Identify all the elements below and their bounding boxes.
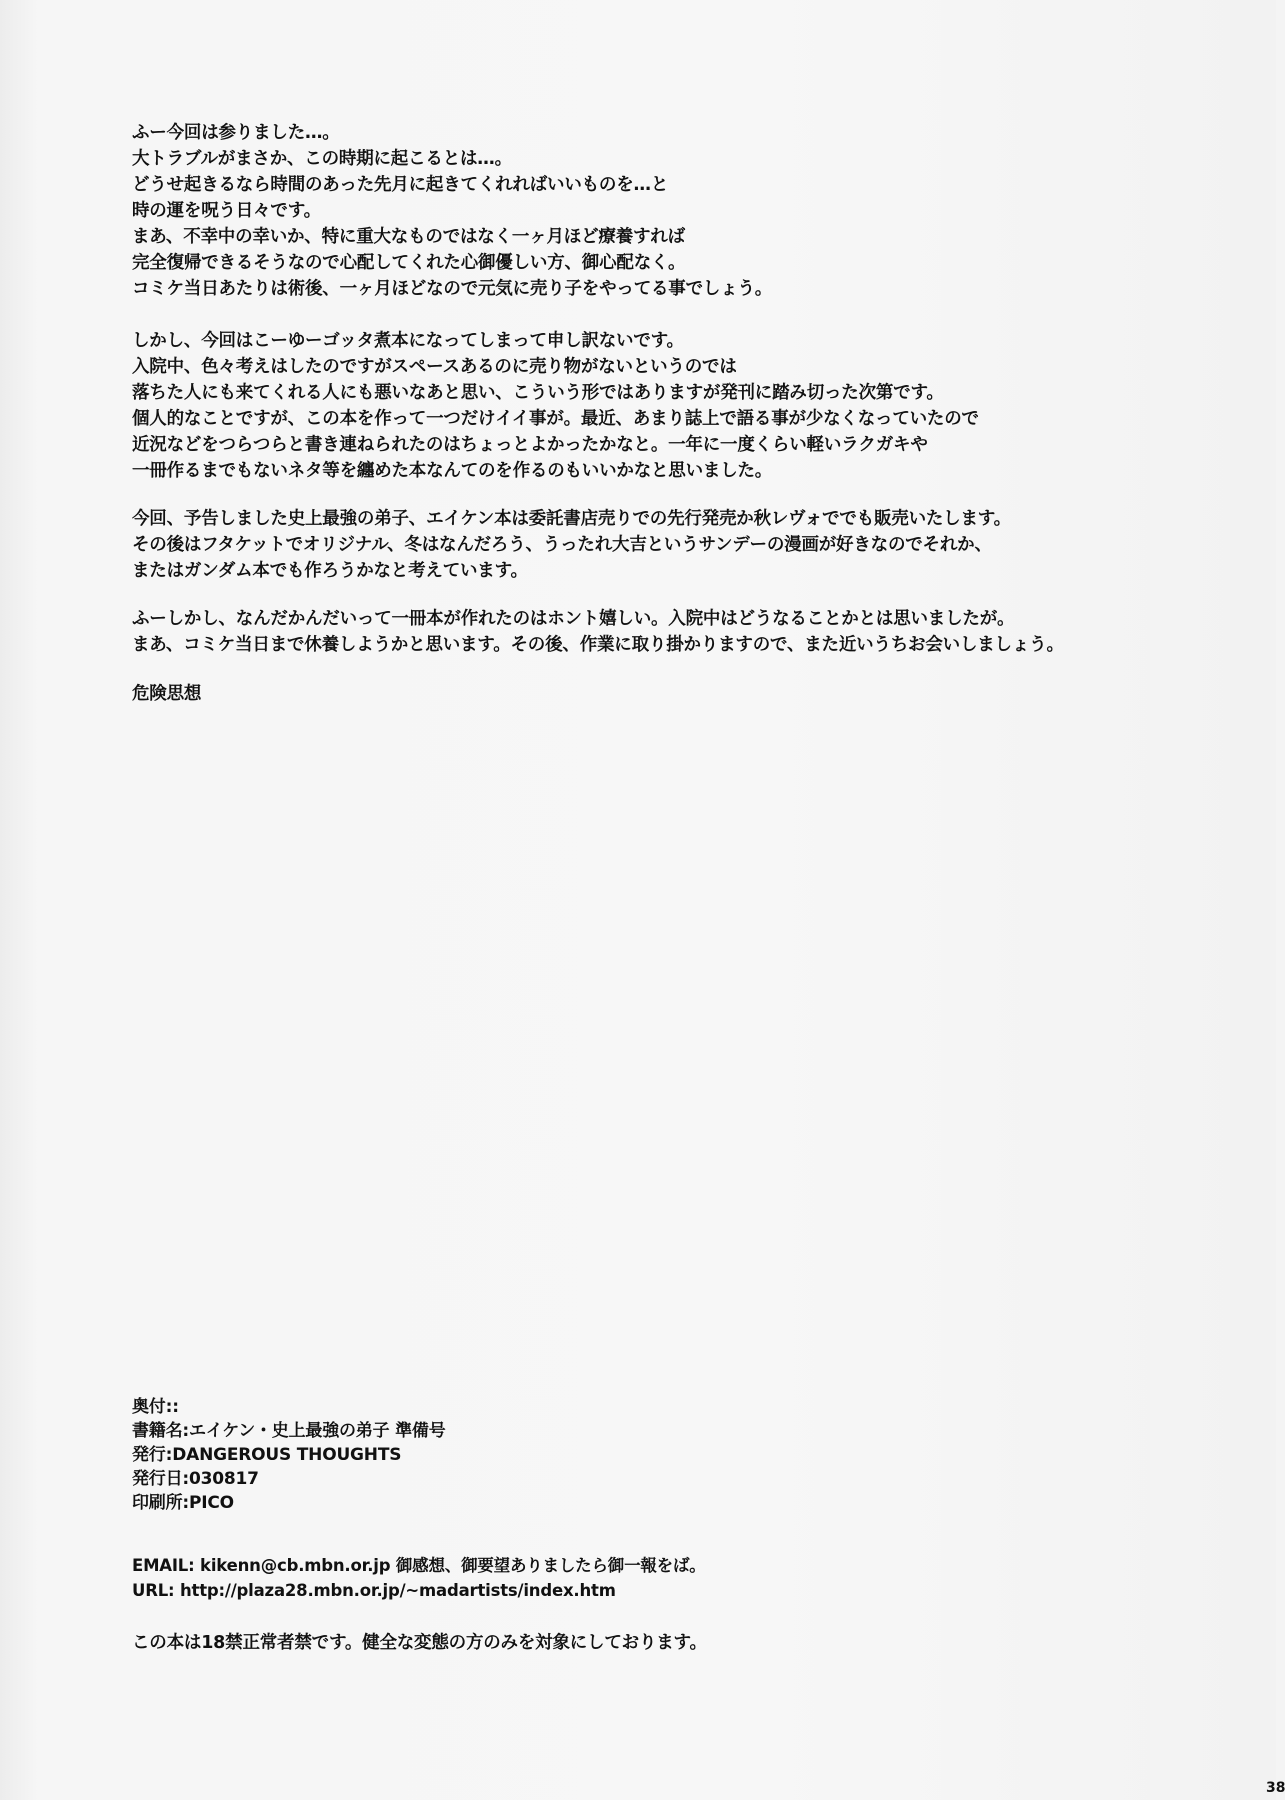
text-line: どうせ起きるなら時間のあった先月に起きてくれればいいものを…と (132, 175, 669, 195)
text-line: 落ちた人にも来てくれる人にも悪いなあと思い、こういう形ではありますが発刊に踏み切った次第です。 (132, 383, 944, 403)
text-line: 時の運を呪う日々です。 (132, 201, 321, 221)
colophon-heading: 奥付:: (132, 1397, 179, 1417)
colophon-title: 書籍名:エイケン・史上最強の弟子 準備号 (132, 1421, 446, 1441)
text-line: コミケ当日あたりは術後、一ヶ月ほどなので元気に売り子をやってる事でしょう。 (132, 279, 773, 299)
text-line: まあ、不幸中の幸いか、特に重大なものではなく一ヶ月ほど療養すれば (132, 227, 685, 247)
page-number: 38 (1266, 1780, 1285, 1796)
text-line: 完全復帰できるそうなので心配してくれた心御優しい方、御心配なく。 (132, 253, 686, 273)
notice-text: この本は18禁正常者禁です。健全な変態の方のみを対象にしております。 (132, 1633, 707, 1653)
afterword-paragraph-3 (132, 506, 1011, 584)
afterword-paragraph-4 (132, 606, 1064, 658)
contact-info (132, 1553, 706, 1603)
text-line: しかし、今回はこーゆーゴッタ煮本になってしまって申し訳ないです。 (132, 331, 684, 351)
signature-text: 危険思想 (132, 684, 202, 704)
text-line: ふー今回は参りました…。 (132, 123, 340, 143)
colophon-publisher: 発行:DANGEROUS THOUGHTS (132, 1445, 402, 1465)
text-line: 入院中、色々考えはしたのですがスペースあるのに売り物がないというのでは (132, 357, 737, 377)
text-line: まあ、コミケ当日まで休養しようかと思います。その後、作業に取り掛かりますので、また近いうちお会いしましょう。 (132, 635, 1064, 655)
text-line: その後はフタケットでオリジナル、冬はなんだろう、うったれ大吉というサンデーの漫画が好きなのでそれか、 (132, 535, 992, 555)
colophon-printer: 印刷所:PICO (132, 1493, 234, 1513)
text-line: 今回、予告しました史上最強の弟子、エイケン本は委託書店売りでの先行発売か秋レヴォででも販売いたします。 (132, 509, 1011, 529)
text-line: ふーしかし、なんだかんだいって一冊本が作れたのはホント嬉しい。入院中はどうなることかとは思いましたが。 (132, 609, 1015, 629)
afterword-paragraph-1 (132, 120, 772, 302)
text-line: 大トラブルがまさか、この時期に起こるとは…。 (132, 149, 512, 169)
email-line: EMAIL: kikenn@cb.mbn.or.jp 御感想、御要望ありましたら御一報をば。 (132, 1556, 706, 1575)
age-notice (132, 1630, 707, 1656)
text-line: 個人的なことですが、この本を作って一つだけイイ事が。最近、あまり誌上で語る事が少なくなっていたので (132, 409, 979, 429)
afterword-paragraph-2 (132, 328, 979, 484)
url-line: URL: http://plaza28.mbn.or.jp/~madartists/index.htm (132, 1581, 616, 1600)
text-line: またはガンダム本でも作ろうかなと考えています。 (132, 561, 528, 581)
colophon (132, 1395, 446, 1515)
colophon-date: 発行日:030817 (132, 1469, 259, 1489)
text-line: 近況などをつらつらと書き連ねられたのはちょっとよかったかなと。一年に一度くらい軽いラクガキや (132, 435, 928, 455)
author-signature (132, 681, 201, 707)
text-line: 一冊作るまでもないネタ等を纏めた本なんてのを作るのもいいかなと思いました。 (132, 461, 773, 481)
